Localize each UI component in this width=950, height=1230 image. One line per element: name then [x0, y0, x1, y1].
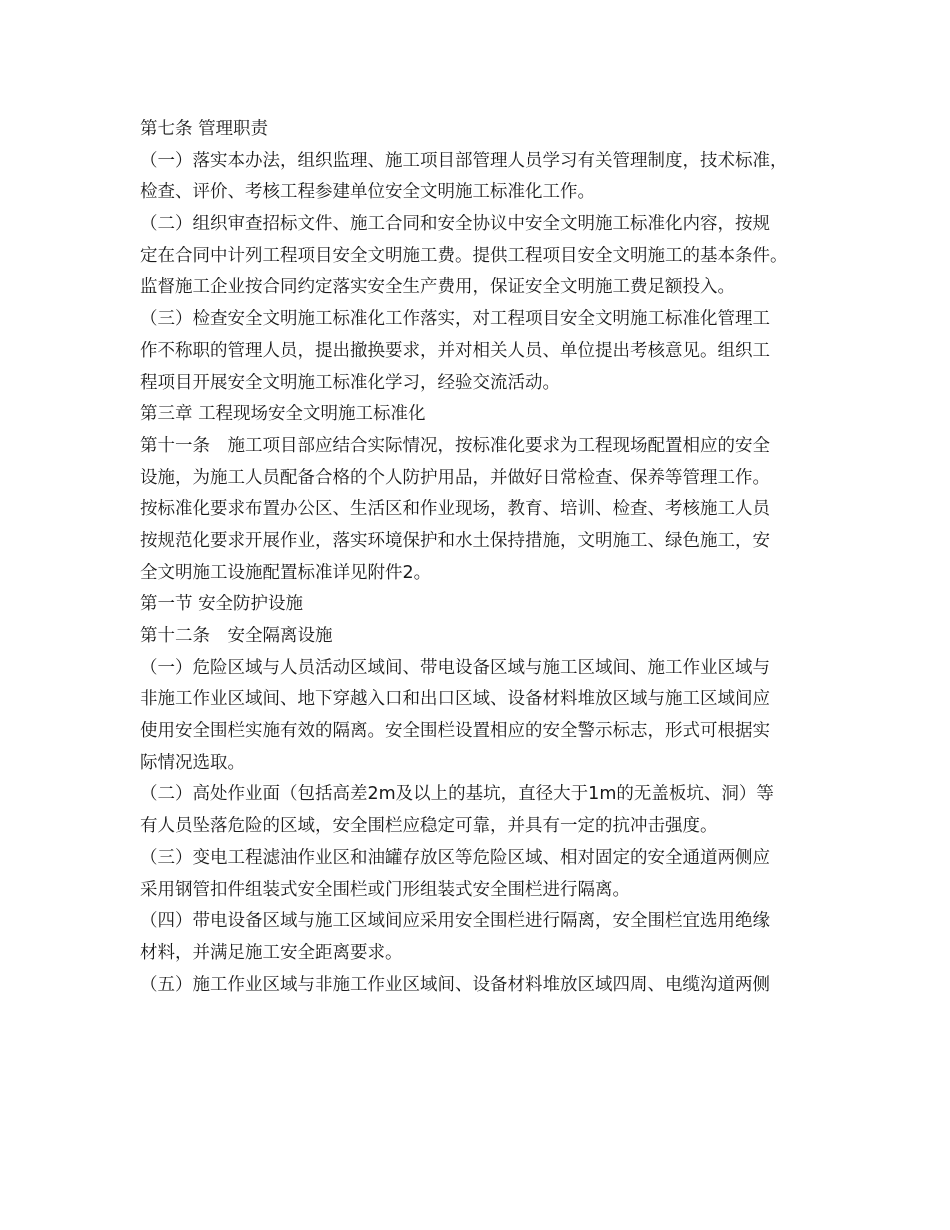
- document-body: [140, 114, 820, 1001]
- paragraph-line: 定在合同中计列工程项目安全文明施工费。提供工程项目安全文明施工的基本条件。: [140, 245, 788, 266]
- paragraph-line: 程项目开展安全文明施工标准化学习，经验交流活动。: [140, 372, 560, 393]
- paragraph-line: 材料，并满足施工安全距离要求。: [140, 942, 403, 963]
- article-heading: 第十二条 安全隔离设施: [140, 626, 333, 646]
- paragraph-line: 使用安全围栏实施有效的隔离。安全围栏设置相应的安全警示标志，形式可根据实: [140, 721, 770, 742]
- paragraph-line: 有人员坠落危险的区域，安全围栏应稳定可靠，并具有一定的抗冲击强度。: [140, 816, 718, 837]
- paragraph-line: （四）带电设备区域与施工区域间应采用安全围栏进行隔离，安全围栏宜选用绝缘: [140, 911, 770, 932]
- paragraph-line: （三）变电工程滤油作业区和油罐存放区等危险区域、相对固定的安全通道两侧应: [140, 847, 770, 868]
- paragraph-line: 第十一条 施工项目部应结合实际情况，按标准化要求为工程现场配置相应的安全: [140, 435, 770, 456]
- paragraph-line: 检查、评价、考核工程参建单位安全文明施工标准化工作。: [140, 182, 595, 203]
- paragraph-line: （一）危险区域与人员活动区域间、带电设备区域与施工区域间、施工作业区域与: [140, 657, 770, 678]
- paragraph-line: 全文明施工设施配置标准详见附件2。: [140, 562, 432, 583]
- paragraph-line: 监督施工企业按合同约定落实安全生产费用，保证安全文明施工费足额投入。: [140, 277, 735, 298]
- paragraph-line: （三）检查安全文明施工标准化工作落实，对工程项目安全文明施工标准化管理工: [140, 309, 770, 330]
- section-heading: 第七条 管理职责: [140, 119, 269, 139]
- paragraph-line: 设施，为施工人员配备合格的个人防护用品，并做好日常检查、保养等管理工作。: [140, 467, 770, 488]
- section-heading: 第一节 安全防护设施: [140, 594, 304, 615]
- paragraph-line: （二）高处作业面（包括高差2m及以上的基坑，直径大于1m的无盖板坑、洞）等: [140, 784, 774, 805]
- paragraph-line: 非施工作业区域间、地下穿越入口和出口区域、设备材料堆放区域与施工区域间应: [140, 689, 770, 710]
- paragraph-line: （五）施工作业区域与非施工作业区域间、设备材料堆放区域四周、电缆沟道两侧: [140, 974, 770, 995]
- chapter-heading: 第三章 工程现场安全文明施工标准化: [140, 404, 426, 425]
- paragraph-line: （一）落实本办法，组织监理、施工项目部管理人员学习有关管理制度，技术标准，: [140, 150, 788, 171]
- paragraph-line: 作不称职的管理人员，提出撤换要求，并对相关人员、单位提出考核意见。组织工: [140, 340, 770, 361]
- paragraph-line: 按标准化要求布置办公区、生活区和作业现场，教育、培训、检查、考核施工人员: [140, 499, 770, 520]
- paragraph-line: （二）组织审查招标文件、施工合同和安全协议中安全文明施工标准化内容，按规: [140, 214, 770, 235]
- paragraph-line: 际情况选取。: [140, 752, 245, 773]
- paragraph-line: 按规范化要求开展作业，落实环境保护和水土保持措施，文明施工、绿色施工，安: [140, 530, 770, 551]
- paragraph-line: 采用钢管扣件组装式安全围栏或门形组装式安全围栏进行隔离。: [140, 879, 630, 900]
